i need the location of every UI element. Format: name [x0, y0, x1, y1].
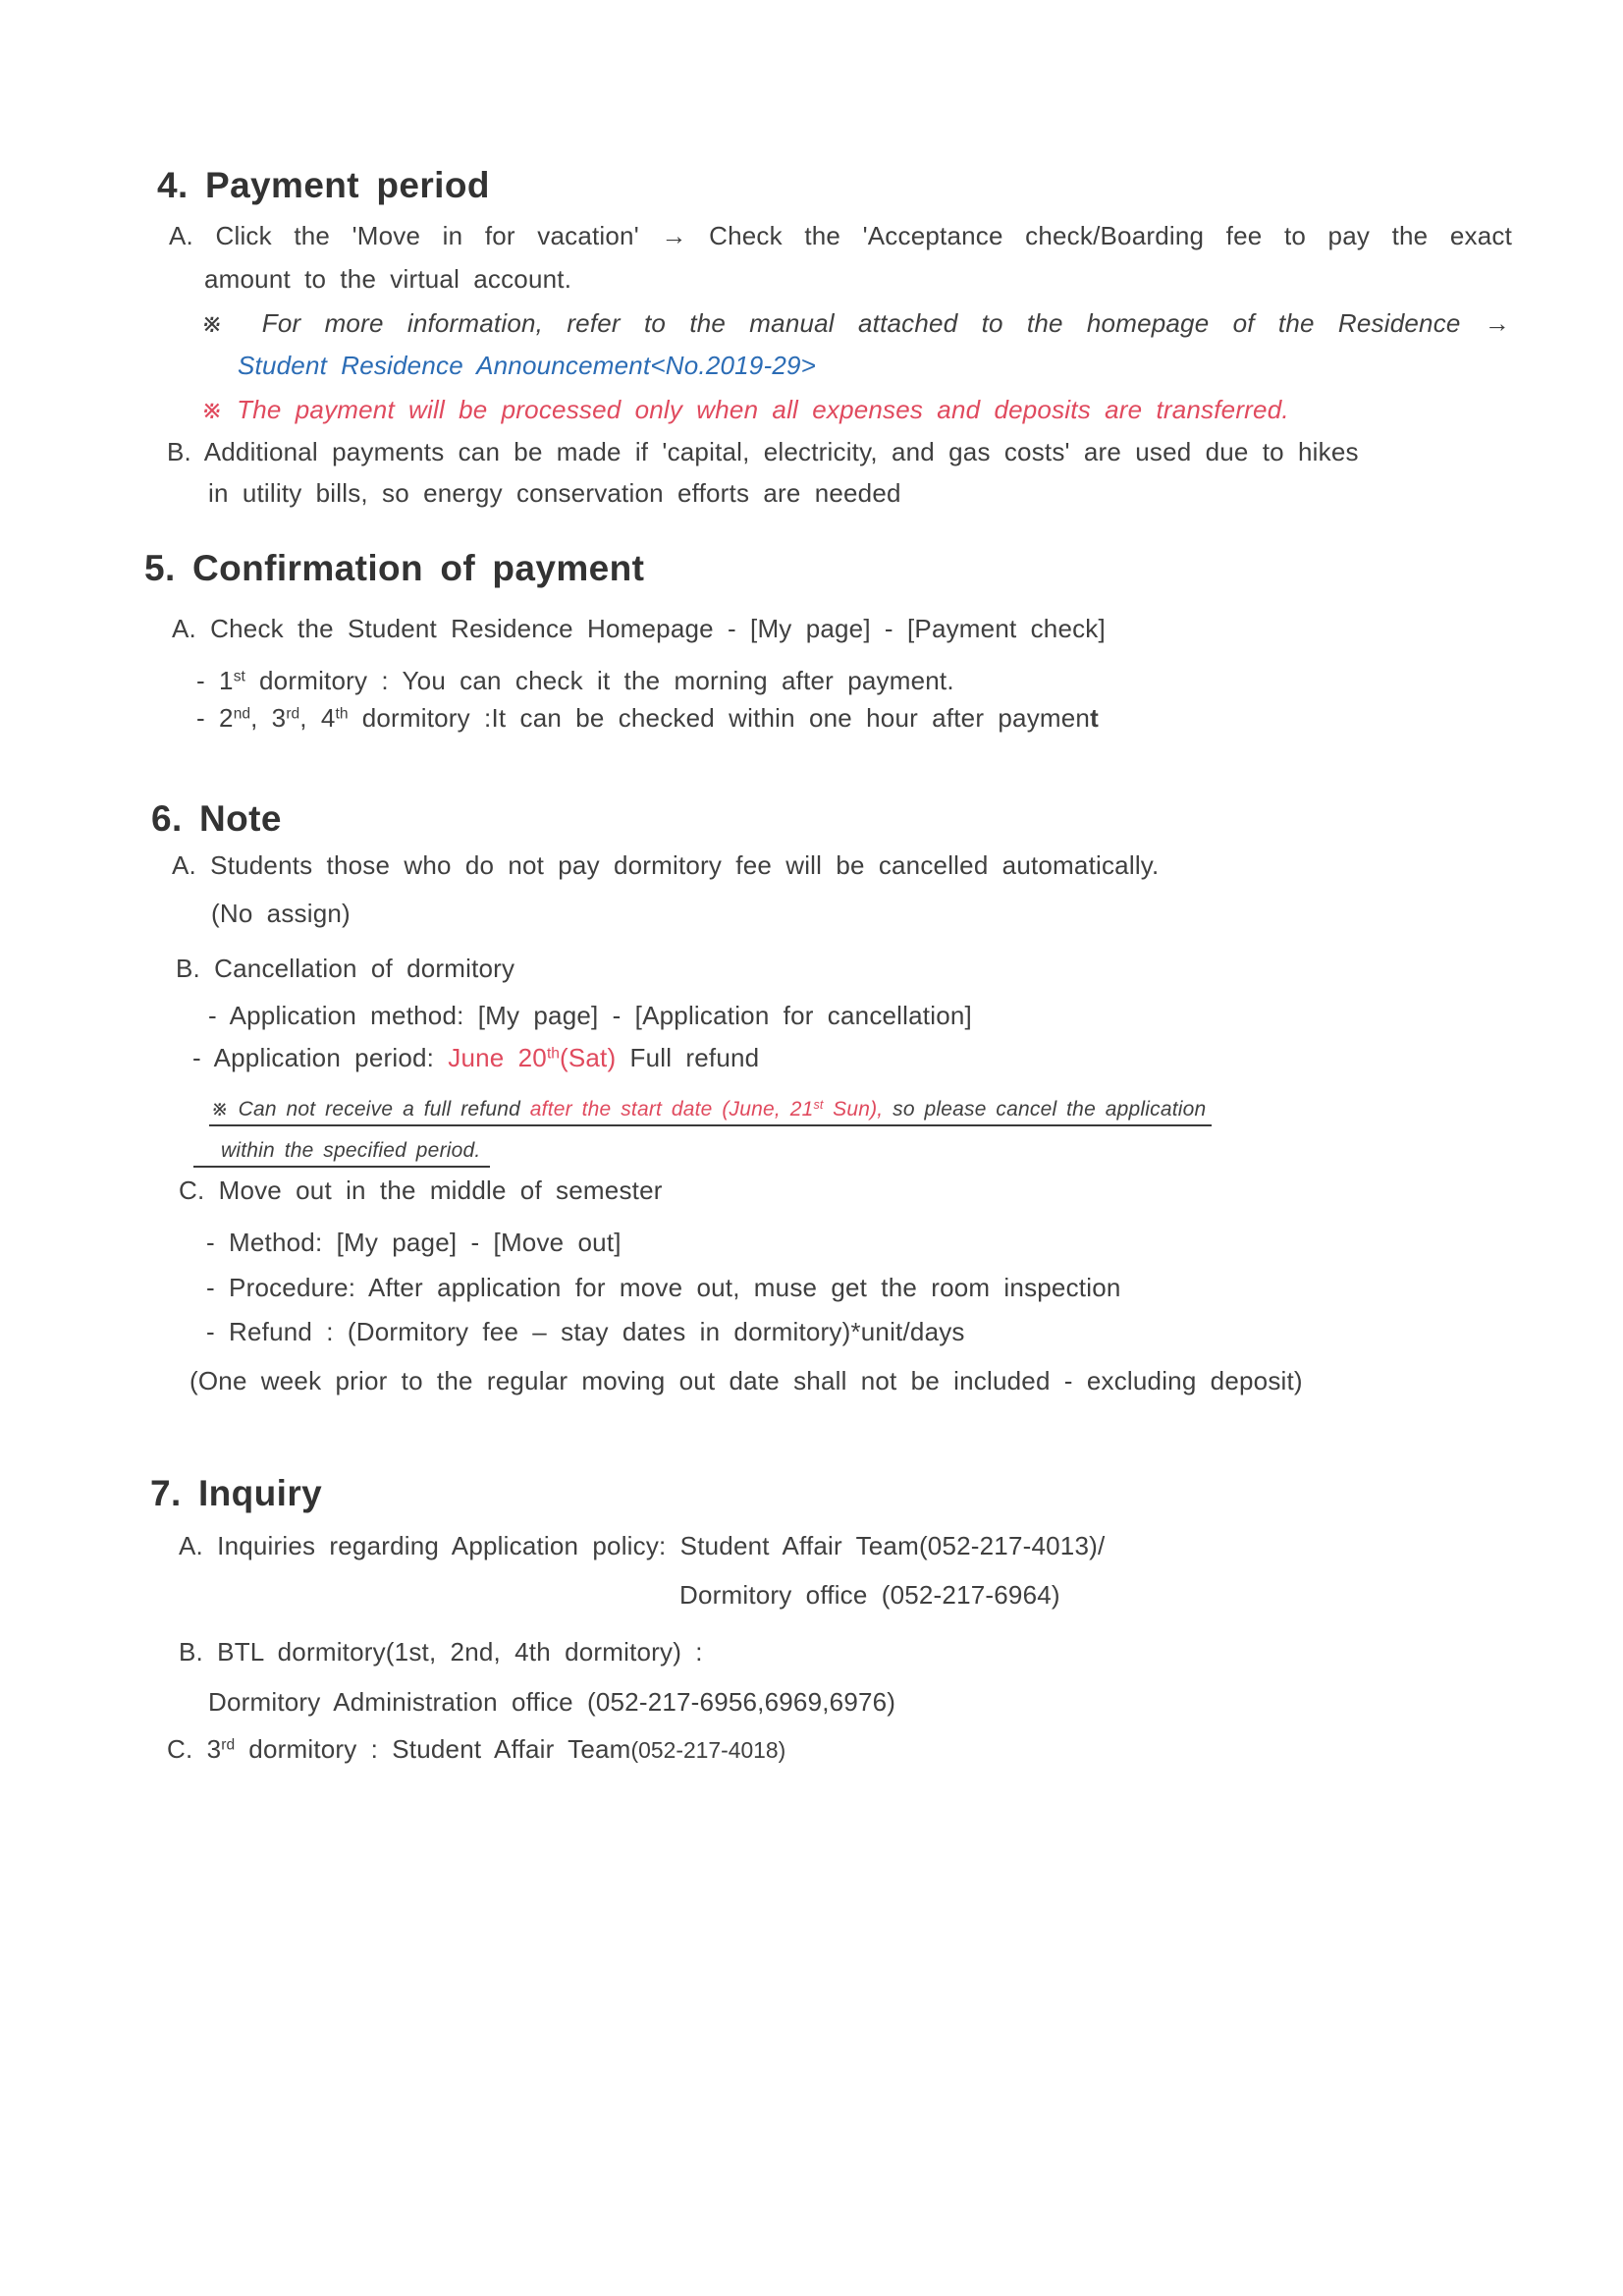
section7-heading: 7. Inquiry [150, 1473, 323, 1513]
refund-note-text1: ※ Can not receive a full refund [211, 1098, 530, 1121]
section6-moveout-refund: - Refund : (Dormitory fee – stay dates in dormitory)*unit/days [206, 1317, 965, 1346]
dorm1-text: - 1 [196, 666, 234, 695]
section7-item-a-line1: A. Inquiries regarding Application policy: Student Affair Team(052-217-4013)/ [179, 1531, 1106, 1560]
refund-note-text2: so please cancel the application [883, 1098, 1207, 1121]
section6-heading: 6. Note [151, 798, 282, 839]
refund-note-red1: after the start date (June, 21 [529, 1098, 814, 1121]
refund-note-ordinal: st [813, 1098, 824, 1113]
section5-dorm1-line [196, 668, 954, 694]
dorm2-ordinal-nd: nd [233, 705, 251, 723]
refund-note-red2: Sun), [823, 1098, 884, 1121]
section4-item-a-line2: amount to the virtual account. [204, 264, 572, 294]
section6-refund-note-line1 [209, 1099, 1212, 1126]
dorm2-ordinal-th: th [335, 705, 349, 723]
section6-item-a-line1: A. Students those who do not pay dormitory fee will be cancelled automatically. [172, 850, 1160, 880]
section6-moveout-method: - Method: [My page] - [Move out] [206, 1228, 622, 1257]
section7-item-c [167, 1736, 785, 1763]
item-c-mid: dormitory : Student Affair Team [235, 1734, 631, 1764]
section5-heading: 5. Confirmation of payment [144, 548, 645, 588]
section4-announcement-link-text: Student Residence Announcement<No.2019-29> [238, 351, 817, 380]
dorm1-ordinal: st [233, 668, 245, 685]
section7-item-a-line2: Dormitory office (052-217-6964) [679, 1580, 1060, 1610]
period-date-ordinal: th [546, 1045, 560, 1063]
section6-moveout-procedure: - Procedure: After application for move out, muse get the room inspection [206, 1273, 1121, 1302]
period-date-day: (Sat) [559, 1043, 617, 1072]
section5-dorm2-line [196, 705, 1099, 732]
period-refund-text: Full refund [616, 1043, 760, 1072]
section6-application-method: - Application method: [My page] - [Application for cancellation] [208, 1001, 972, 1030]
section6-item-b: B. Cancellation of dormitory [176, 954, 515, 983]
section4-heading: 4. Payment period [157, 165, 490, 205]
section6-item-a-line2: (No assign) [211, 899, 351, 928]
period-label: - Application period: [192, 1043, 449, 1072]
section4-item-a-line1: A. Click the 'Move in for vacation' → Check the 'Acceptance check/Boarding fee to pay the exact [169, 221, 1512, 250]
section6-moveout-note: (One week prior to the regular moving out date shall not be included - excluding deposit) [189, 1366, 1303, 1395]
section4-item-b-line1: B. Additional payments can be made if 'capital, electricity, and gas costs' are used due to hikes [167, 437, 1359, 466]
section4-note-payment-warning: ※ The payment will be processed only when all expenses and deposits are transferred. [201, 395, 1289, 424]
section6-application-period [192, 1045, 759, 1071]
section7-item-b-line1: B. BTL dormitory(1st, 2nd, 4th dormitory) : [179, 1637, 703, 1667]
section4-item-b-line2: in utility bills, so energy conservation efforts are needed [208, 478, 901, 508]
section6-item-c: C. Move out in the middle of semester [179, 1175, 663, 1205]
section7-item-b-line2: Dormitory Administration office (052-217-6956,6969,6976) [208, 1687, 896, 1717]
item-c-ordinal: rd [221, 1736, 236, 1754]
item-c-phone: (052-217-4018) [630, 1737, 786, 1763]
dorm2-text2: , 3 [250, 703, 287, 733]
dorm1-rest: dormitory : You can check it the morning after payment. [244, 666, 954, 695]
section5-item-a: A. Check the Student Residence Homepage - [My page] - [Payment check] [172, 614, 1106, 643]
period-date: June 20 [448, 1043, 547, 1072]
dorm2-rest: dormitory :It can be checked within one hour after paymen [348, 703, 1091, 733]
item-c-text: C. 3 [167, 1734, 222, 1764]
section4-note-manual: ※ For more information, refer to the manual attached to the homepage of the Residence → [201, 308, 1510, 338]
dorm2-bold-t: t [1090, 703, 1099, 733]
dorm2-ordinal-rd: rd [286, 705, 300, 723]
dorm2-text: - 2 [196, 703, 234, 733]
section6-refund-note-line2: within the specified period. [193, 1140, 490, 1168]
dorm2-text3: , 4 [299, 703, 336, 733]
